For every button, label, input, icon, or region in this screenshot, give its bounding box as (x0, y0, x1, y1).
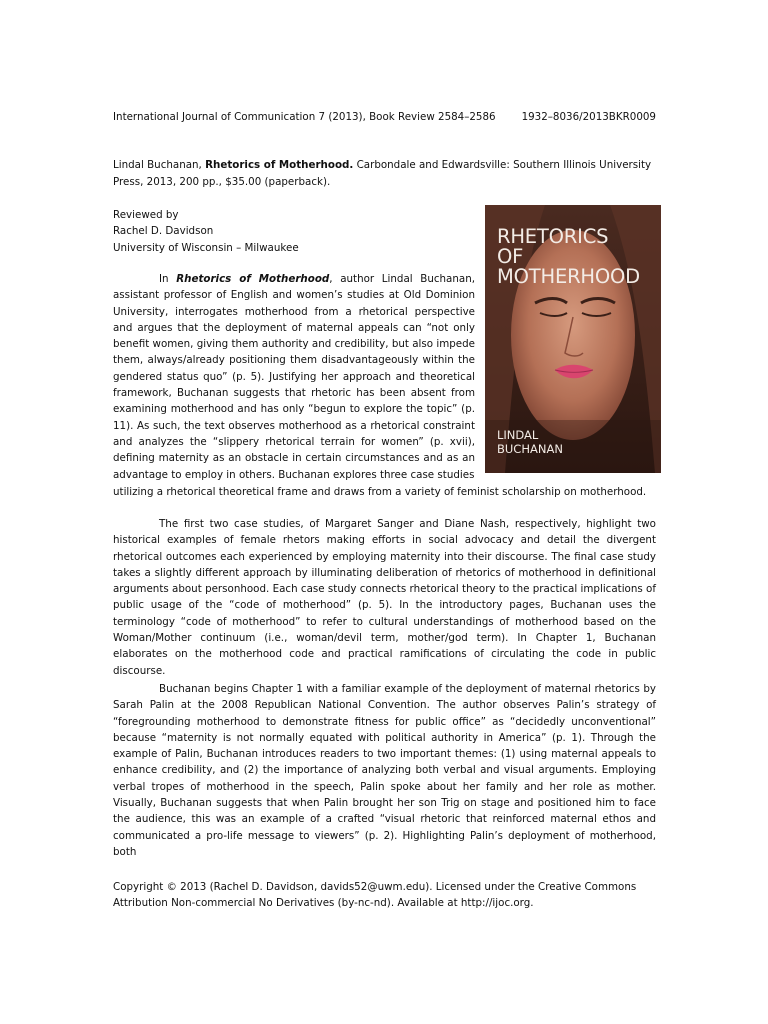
p1-tail: utilizing a rhetorical theoretical frame and draws from a variety of feminist scholarship on motherhood. (113, 486, 647, 498)
cover-title (497, 227, 640, 287)
book-cover-image (485, 205, 661, 473)
copyright-footer (113, 879, 656, 912)
body-paragraph-2 (113, 516, 656, 679)
body-paragraph-1-continuation (113, 484, 656, 500)
reviewed-by-label: Reviewed by (113, 209, 179, 221)
reviewer-name: Rachel D. Davidson (113, 225, 214, 238)
cover-author (497, 428, 563, 456)
book-citation (113, 157, 658, 190)
p3-text: Buchanan begins Chapter 1 with a familiar example of the deployment of maternal rhetorics by Sarah Palin at the 2008 Republican National Convention. The author observes Palin’s strategy of “foregrounding motherhood to demonstrate fitness for public office” as “decidedly unconventional” because “maternity is not normally equated with political authority in America” (p. 1). Through the example of Palin, Buchanan introduces readers to two important themes: (1) using maternal appeals to enhance credibility, and (2) the importance of analyzing both verbal and visual arguments. Employing verbal tropes of motherhood in the speech, Palin spoke about her family and her role as mother. Visually, Buchanan suggests that when Palin brought her son Trig on stage and positioned him to face the audience, this was an example of a crafted “visual rhetoric that reinforced maternal ethos and communicated a pro-life message to viewers” (p. 2). Highlighting Palin’s deployment of motherhood, both (113, 683, 656, 858)
p1-text: , author Lindal Buchanan, assistant professor of English and women’s studies at Old Dominion University, interrogates motherhood from a rhetorical perspective and argues that the deployment of maternal appeals can “not only benefit women, giving them authority and credibility, but also impede them, always/already positioning them disadvantageously within the gendered status quo” (p. 5). Justifying her approach and theoretical framework, Buchanan suggests that rhetoric has been absent from examining motherhood and has only “begun to explore the topic” (p. 11). As such, the text observes motherhood as a rhetorical constraint and analyzes the “slippery rhetorical terrain for women” (p. xvii), defining maternity as an obstacle in certain circumstances and as an advantage to employ in others. Buchanan explores three case studies (113, 273, 475, 481)
reviewer-block (113, 207, 299, 256)
cover-title-line-3: MOTHERHOOD (497, 265, 640, 288)
cover-title-line-1: RHETORICS (497, 225, 609, 248)
p1-book-title: Rhetorics of Motherhood (176, 273, 330, 285)
body-paragraph-1 (113, 271, 475, 483)
p1-prefix: In (159, 273, 177, 285)
book-author: Lindal Buchanan, (113, 159, 206, 171)
issn-code: 1932–8036/2013BKR0009 (521, 111, 656, 123)
copyright-line-1: Copyright © 2013 (Rachel D. Davidson, davids52@uwm.edu). Licensed under the Creative Commons (113, 881, 637, 893)
book-publisher: Carbondale and Edwardsville: Southern Illinois University Press, 2013, 200 pp., $35.00 (paperback). (113, 159, 652, 188)
journal-citation: International Journal of Communication 7 (2013), Book Review 2584–2586 (113, 111, 496, 123)
copyright-line-2: Attribution Non-commercial No Derivatives (by-nc-nd). Available at http://ijoc.org. (113, 897, 534, 910)
p2-text: The first two case studies, of Margaret Sanger and Diane Nash, respectively, highlight two historical examples of female rhetors making efforts in social advocacy and detail the divergent rhetorical outcomes each experienced by employing maternity into their discourse. The final case study takes a slightly different approach by illuminating deliberation of rhetorics of motherhood in definitional arguments about personhood. Each case study connects rhetorical theory to the practical implications of public usage of the “code of motherhood” (p. 5). In the introductory pages, Buchanan uses the terminology “code of motherhood” to refer to cultural understandings of motherhood based on the Woman/Mother continuum (i.e., woman/devil term, mother/god term). In Chapter 1, Buchanan elaborates on the motherhood code and practical ramifications of circulating the code in public discourse. (113, 518, 656, 677)
cover-author-line-2: BUCHANAN (497, 442, 563, 456)
cover-author-line-1: LINDAL (497, 428, 539, 442)
running-header (113, 111, 656, 123)
body-paragraph-3 (113, 681, 656, 860)
reviewer-affiliation: University of Wisconsin – Milwaukee (113, 241, 299, 254)
book-title: Rhetorics of Motherhood. (205, 159, 354, 171)
cover-title-line-2: OF (497, 245, 524, 268)
